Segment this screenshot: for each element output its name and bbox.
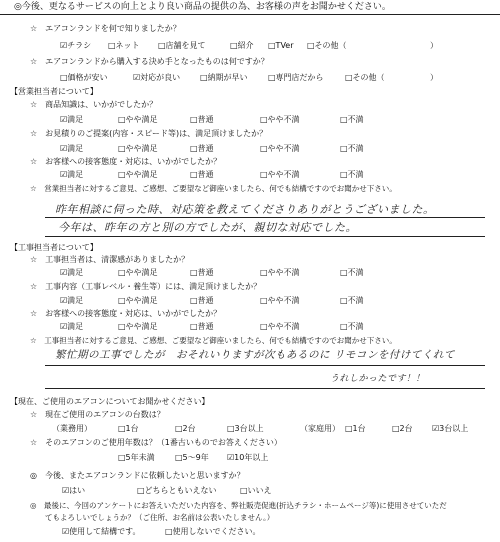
q2-option-speed[interactable]: □納期が早い: [200, 73, 248, 82]
years-opt-1[interactable]: □5年未満: [118, 453, 155, 462]
sales-q2: ☆ お見積りのご提案(内容・スピード等)は、満足頂けましたか？: [30, 129, 268, 138]
home-opt-2[interactable]: □2台: [392, 424, 413, 433]
q2-option-other[interactable]: □その他（: [345, 73, 385, 82]
work-q2-opt-3[interactable]: □普通: [190, 296, 214, 305]
future-opt-neutral[interactable]: □どちらともいえない: [137, 486, 217, 495]
sales-comment-line-1: [45, 217, 485, 218]
q2-option-price[interactable]: □価格が安い: [60, 73, 108, 82]
q1-option-other-close: ）: [430, 41, 438, 50]
work-q3-opt-3[interactable]: □普通: [190, 322, 214, 331]
consent-opt-deny[interactable]: □使用しないでください。: [165, 527, 261, 536]
work-q3: ☆ お客様への接客態度・対応は、いかがでしたか？: [30, 309, 222, 318]
sales-q3-opt-5[interactable]: □不満: [340, 170, 364, 179]
work-q1-opt-1[interactable]: ☑満足: [60, 268, 84, 277]
work-comment-line-1: [45, 365, 485, 366]
work-q1-opt-2[interactable]: □やや満足: [118, 268, 158, 277]
work-q2: ☆ 工事内容（工事レベル・養生等）には、満足頂けましたか？: [30, 282, 262, 291]
years-opt-3[interactable]: ☑10年以上: [227, 453, 269, 462]
title-divider: [0, 14, 500, 15]
sales-q1-opt-2[interactable]: □やや満足: [118, 115, 158, 124]
sales-q1-opt-5[interactable]: □不満: [340, 115, 364, 124]
business-opt-1[interactable]: □1台: [118, 424, 139, 433]
q2-option-other-close: ）: [430, 73, 438, 82]
current-business-label: （業務用）: [52, 424, 92, 433]
current-section-heading: 【現在、ご使用のエアコンについてお聞かせください】: [10, 397, 210, 406]
work-comment-text-1: 繁忙期の工事でしたが おそれいりますが次もあるのに リモコンを付けてくれて: [55, 349, 455, 361]
work-q1: ☆ 工事担当者は、清潔感がありましたか？: [30, 255, 190, 264]
sales-section-heading: 【営業担当者について】: [10, 87, 98, 96]
sales-q3-opt-1[interactable]: ☑満足: [60, 170, 84, 179]
work-q3-opt-2[interactable]: □やや満足: [118, 322, 158, 331]
sales-q3-opt-4[interactable]: □やや不満: [260, 170, 300, 179]
sales-q1-opt-3[interactable]: □普通: [190, 115, 214, 124]
future-question: ◎ 今後、またエアコンランドに依頼したいと思いますか？: [30, 471, 245, 480]
work-q2-opt-5[interactable]: □不満: [340, 296, 364, 305]
q1-option-other[interactable]: □その他（: [307, 41, 347, 50]
home-opt-3[interactable]: ☑3台以上: [432, 424, 469, 433]
work-q1-opt-3[interactable]: □普通: [190, 268, 214, 277]
sales-q2-opt-2[interactable]: □やや満足: [118, 144, 158, 153]
current-home-label: （家庭用）: [300, 424, 340, 433]
work-q2-opt-2[interactable]: □やや満足: [118, 296, 158, 305]
current-q2: ☆ そのエアコンのご使用年数は？（1番古いものでお答えください）: [30, 438, 282, 447]
future-opt-no[interactable]: □いいえ: [240, 486, 272, 495]
sales-q3-opt-3[interactable]: □普通: [190, 170, 214, 179]
work-section-heading: 【工事担当者について】: [10, 243, 98, 252]
work-q3-opt-4[interactable]: □やや不満: [260, 322, 300, 331]
sales-q3-opt-2[interactable]: □やや満足: [118, 170, 158, 179]
q1-option-net[interactable]: □ネット: [108, 41, 140, 50]
page-title: ◎今後、更なるサービスの向上とより良い商品の提供の為、お客様の声をお聞かせください。: [14, 2, 391, 12]
future-opt-yes[interactable]: ☑はい: [62, 486, 86, 495]
work-q3-opt-5[interactable]: □不満: [340, 322, 364, 331]
sales-comment-text-1: 昨年相談に伺った時、対応策を教えてくださりありがとうございました。: [55, 203, 435, 216]
sales-q2-opt-1[interactable]: ☑満足: [60, 144, 84, 153]
work-comment-question: ☆ 工事担当者に対するご意見、ご感想、ご要望など御座いましたら、何でも結構ですのでお聞かせ下さい。: [30, 336, 397, 345]
years-opt-2[interactable]: □5～9年: [175, 453, 209, 462]
work-q1-opt-4[interactable]: □やや不満: [260, 268, 300, 277]
q1-option-tver[interactable]: □TVer: [268, 41, 294, 50]
consent-question-1: ◎ 最後に、今回のアンケートにお答えいただいた内容を、弊社販売促進(折込チラシ・ホームページ等)に使用させていただ: [30, 501, 447, 510]
consent-question-2: てもよろしいでしょうか？（ご住所、お名前は公表いたしません。）: [30, 513, 275, 522]
work-q2-opt-4[interactable]: □やや不満: [260, 296, 300, 305]
q2-option-specialist[interactable]: □専門店だから: [268, 73, 324, 82]
q1-option-store[interactable]: □店舗を見て: [158, 41, 206, 50]
sales-q1-opt-4[interactable]: □やや不満: [260, 115, 300, 124]
current-q1: ☆ 現在ご使用のエアコンの台数は？: [30, 410, 165, 419]
sales-q1: ☆ 商品知識は、いかがでしたか？: [30, 100, 158, 109]
business-opt-3[interactable]: □3台以上: [227, 424, 264, 433]
home-opt-1[interactable]: □1台: [345, 424, 366, 433]
q2-option-service[interactable]: ☑対応が良い: [133, 73, 181, 82]
sales-q2-opt-5[interactable]: □不満: [340, 144, 364, 153]
consent-opt-allow[interactable]: ☑使用して結構です。: [62, 527, 141, 536]
sales-q3: ☆ お客様への接客態度・対応は、いかがでしたか？: [30, 157, 222, 166]
q1-option-referral[interactable]: □紹介: [230, 41, 254, 50]
sales-comment-text-2: 今年は、昨年の方と別の方でしたが、親切な対応でした。: [58, 221, 357, 234]
business-opt-2[interactable]: □2台: [175, 424, 196, 433]
q1-option-flyer[interactable]: ☑チラシ: [60, 41, 92, 50]
sales-q1-opt-1[interactable]: ☑満足: [60, 115, 84, 124]
q2-question: ☆ エアコンランドから購入する決め手となったものは何ですか？: [30, 57, 269, 66]
work-comment-line-2: [45, 388, 485, 389]
work-q2-opt-1[interactable]: ☑満足: [60, 296, 84, 305]
sales-q2-opt-3[interactable]: □普通: [190, 144, 214, 153]
sales-comment-question: ☆ 営業担当者に対するご意見、ご感想、ご要望など御座いましたら、何でも結構ですのでお聞かせ下さい。: [30, 184, 397, 193]
work-q3-opt-1[interactable]: ☑満足: [60, 322, 84, 331]
sales-q2-opt-4[interactable]: □やや不満: [260, 144, 300, 153]
q1-question: ☆ エアコンランドを何で知りましたか？: [30, 24, 181, 33]
work-q1-opt-5[interactable]: □不満: [340, 268, 364, 277]
work-comment-text-2: うれしかったです！！: [330, 374, 426, 384]
sales-comment-line-2: [45, 236, 485, 237]
